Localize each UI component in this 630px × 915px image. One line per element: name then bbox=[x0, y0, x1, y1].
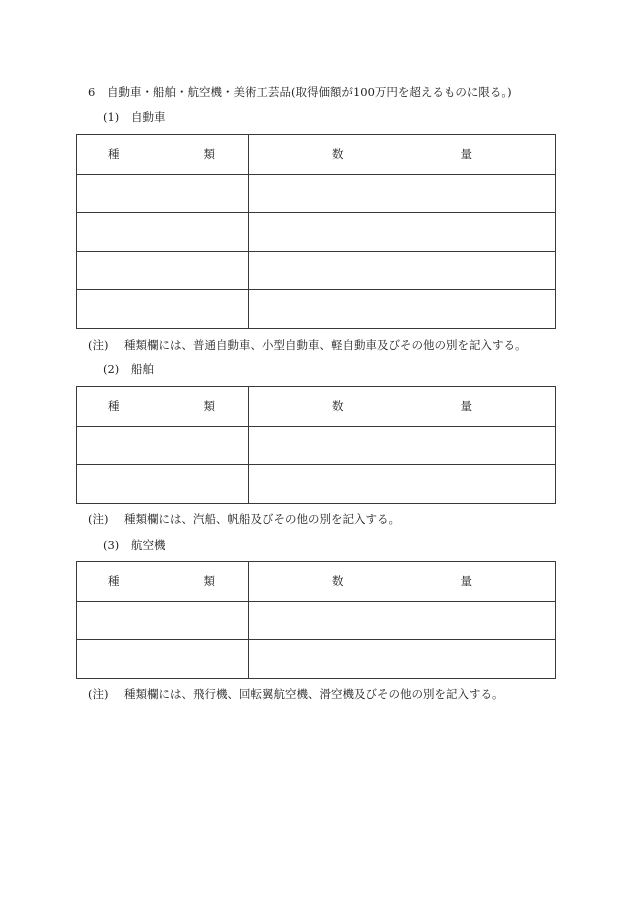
table-row bbox=[77, 289, 555, 328]
quantity-header-char: 量 bbox=[460, 574, 472, 589]
table-row bbox=[77, 174, 555, 213]
table-row bbox=[77, 464, 555, 503]
quantity-header-cell bbox=[249, 135, 555, 174]
subsection-title-aircraft: 航空機 bbox=[131, 538, 166, 552]
note-label: (注) bbox=[88, 512, 109, 526]
quantity-header-char: 数 bbox=[332, 399, 344, 414]
note-label: (注) bbox=[88, 687, 109, 701]
type-cell bbox=[77, 640, 249, 678]
type-header-cell bbox=[77, 562, 249, 601]
subsection-title-automobiles: 自動車 bbox=[131, 110, 166, 124]
type-header-char: 種 bbox=[108, 574, 120, 589]
quantity-cell bbox=[249, 427, 555, 465]
type-cell bbox=[77, 175, 249, 213]
note-label: (注) bbox=[88, 338, 109, 352]
quantity-cell bbox=[249, 640, 555, 678]
table-header-row bbox=[77, 562, 555, 601]
quantity-header-char: 数 bbox=[332, 147, 344, 162]
quantity-cell bbox=[249, 602, 555, 640]
type-header-cell bbox=[77, 135, 249, 174]
quantity-cell bbox=[249, 213, 555, 251]
quantity-cell bbox=[249, 252, 555, 290]
type-header-char: 種 bbox=[108, 147, 120, 162]
quantity-cell bbox=[249, 290, 555, 328]
subsection-title-ships: 船舶 bbox=[131, 362, 154, 376]
subsection-number-ships: (2) bbox=[103, 362, 120, 376]
type-cell bbox=[77, 213, 249, 251]
table-row bbox=[77, 251, 555, 290]
type-header-char: 類 bbox=[203, 147, 215, 162]
table-header-row bbox=[77, 135, 555, 174]
type-header-char: 類 bbox=[203, 574, 215, 589]
type-header-char: 類 bbox=[203, 399, 215, 414]
quantity-header-cell bbox=[249, 387, 555, 426]
type-header-cell bbox=[77, 387, 249, 426]
quantity-cell bbox=[249, 465, 555, 503]
quantity-cell bbox=[249, 175, 555, 213]
type-cell bbox=[77, 252, 249, 290]
table-row bbox=[77, 426, 555, 465]
ship-table bbox=[76, 386, 556, 504]
type-cell bbox=[77, 427, 249, 465]
table-row bbox=[77, 639, 555, 678]
note-text-aircraft: 種類欄には、飛行機、回転翼航空機、滑空機及びその他の別を記入する。 bbox=[124, 687, 504, 701]
table-header-row bbox=[77, 387, 555, 426]
type-cell bbox=[77, 290, 249, 328]
section-number: 6 bbox=[88, 85, 96, 99]
table-row bbox=[77, 212, 555, 251]
automobile-table bbox=[76, 134, 556, 329]
subsection-number-automobiles: (1) bbox=[103, 110, 120, 124]
note-text-automobiles: 種類欄には、普通自動車、小型自動車、軽自動車及びその他の別を記入する。 bbox=[124, 338, 527, 352]
table-row bbox=[77, 601, 555, 640]
type-cell bbox=[77, 602, 249, 640]
type-header-char: 種 bbox=[108, 399, 120, 414]
note-text-ships: 種類欄には、汽船、帆船及びその他の別を記入する。 bbox=[124, 512, 400, 526]
subsection-number-aircraft: (3) bbox=[103, 538, 120, 552]
section-title: 自動車・船舶・航空機・美術工芸品(取得価額が100万円を超えるものに限る。) bbox=[107, 85, 512, 99]
quantity-header-char: 量 bbox=[460, 399, 472, 414]
type-cell bbox=[77, 465, 249, 503]
quantity-header-char: 数 bbox=[332, 574, 344, 589]
aircraft-table bbox=[76, 561, 556, 679]
quantity-header-char: 量 bbox=[460, 147, 472, 162]
quantity-header-cell bbox=[249, 562, 555, 601]
